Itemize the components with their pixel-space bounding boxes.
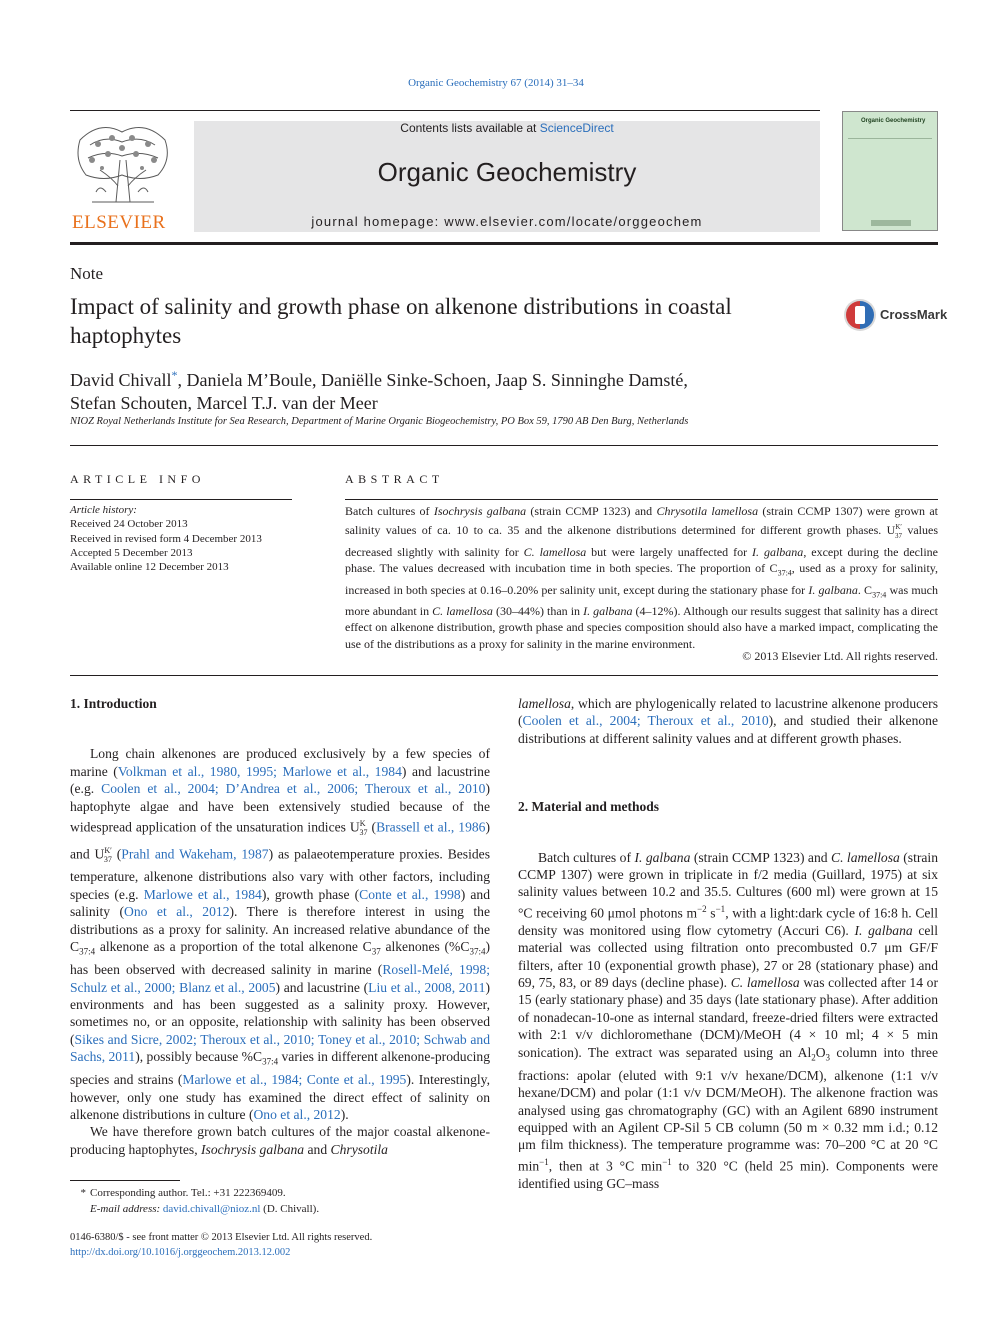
footnote-rule [70, 1180, 180, 1181]
header-top-rule [70, 110, 820, 111]
authors-rest-line1: , Daniela M’Boule, Daniëlle Sinke-Schoen, Jaap S. Sinninghe Damsté, [177, 370, 688, 390]
header-bottom-rule [70, 242, 938, 245]
intro-paragraph-2: We have therefore grown batch cultures of the major coastal alkenone-producing haptophytes, Isochrysis galbana and Chrysotila [70, 1124, 490, 1157]
crossmark-badge[interactable] [843, 298, 948, 334]
history-label: Article history: [70, 504, 137, 516]
doi-link[interactable]: http://dx.doi.org/10.1016/j.orggeochem.2013.12.002 [70, 1246, 291, 1258]
footnote-star: * [80, 1187, 86, 1199]
footnote-email-label: E-mail address: [90, 1202, 163, 1215]
contents-prefix: Contents lists available at [400, 121, 540, 135]
abstract-rule [345, 499, 938, 500]
intro-paragraph-1: Long chain alkenones are produced exclusively by a few species of marine (Volkman et al., 1980, 1995; Marlowe et al., 1984) and lacustrine (e.g. Coolen et al., 2004; D’Andrea et al., 2006; Theroux et al., 2010) haptophyte algae and have been extensively studied because of the widespread application of the unsaturation indices $U^K_{37}$ (Brassell et al., 1986) and $U^{K'}_{37}$ (Prahl and Wakeham, 1987) as palaeotemperature proxies. Besides temperature, alkenone distributions also vary with other factors, including species (e.g. Marlowe et al., 1984), growth phase (Conte et al., 1998) and salinity (Ono et al., 2012). There is therefore interest in using the distributions as a proxy for salinity. An increased relative abundance of the $C_{37:4}$ alkenone as a proportion of the total alkenone $C_{37}$ alkenones $(\%C_{37:4})$ has been observed with decreased salinity in marine (Rosell-Melé, 1998; Schulz et al., 2000; Blanz et al., 2005) and lacustrine (Liu et al., 2008, 2011) environments and has been suggested as a salinity proxy. However, sometimes no, or an opposite, relationship with salinity has been observed (Sikes and Sicre, 2002; Theroux et al., 2010; Toney et al., 2010; Schwab and Sachs, 2011), possibly because $\%C_{37:4}$ varies in different alkenone-producing species and strains (Marlowe et al., 1984; Conte et al., 1995). Interestingly, however, only one study has examined the direct effect of salinity on alkenone distributions in culture (Ono et al., 2012). [70, 746, 491, 1123]
article-info-heading: ARTICLE INFO [70, 472, 205, 486]
homepage-label: journal homepage: [311, 214, 445, 229]
homepage-line [194, 214, 820, 229]
history-revised: Received in revised form 4 December 2013 [70, 532, 262, 545]
elsevier-wordmark: ELSEVIER [72, 212, 166, 233]
cover-title: Organic Geochemistry [861, 118, 926, 124]
right-column [518, 695, 938, 1192]
journal-cover-thumbnail[interactable] [842, 111, 938, 231]
history-received: Received 24 October 2013 [70, 518, 188, 531]
section-gap [518, 747, 938, 798]
footnote-corresponding: Corresponding author. Tel.: +31 222369409. [90, 1187, 286, 1199]
history-accepted: Accepted 5 December 2013 [70, 546, 193, 559]
abstract-text: Batch cultures of Isochrysis galbana (strain CCMP 1323) and Chrysotila lamellosa (strain CCMP 1307) were grown at salinity values of ca. 10 to ca. 35 and the alkenone distributions determined for different growth phases. $U^{K'}_{37}$ values decreased slightly with salinity for C. lamellosa but were largely unaffected for I. galbana, except during the decline phase. The values decreased with incubation time in both species. The proportion of $C_{37:4}$, used as a proxy for salinity, increased in both species at 0.16–0.20% per salinity unit, except during the stationary phase for I. galbana. $C_{37:4}$ was much more abundant in C. lamellosa (30–44%) than in I. galbana (4–12%). Although our results suggest that salinity has a direct effect on alkenone distribution, growth phase and species composition should also have a marked impact, complicating the use of the distributions as a proxy for salinity in the marine environment. [345, 504, 939, 651]
citation-link[interactable]: Ono et al., 2012 [253, 1107, 341, 1123]
journal-reference[interactable]: Organic Geochemistry 67 (2014) 31–34 [408, 77, 584, 89]
abstract-copyright: © 2013 Elsevier Ltd. All rights reserved. [742, 649, 938, 663]
cover-footer-mark [871, 220, 911, 226]
divider [70, 675, 938, 676]
methods-heading: 2. Material and methods [518, 799, 659, 815]
citation-link[interactable]: Sikes and Sicre, 2002; Theroux et al., 2010; Toney et al., 2010; Schwab and Sachs, 2011 [70, 1031, 490, 1065]
crossmark-icon [843, 298, 877, 332]
cover-band [848, 138, 932, 144]
citation-link[interactable]: Coolen et al., 2004; D’Andrea et al., 2006; Theroux et al., 2010 [101, 781, 486, 797]
citation-link[interactable]: Marlowe et al., 1984 [143, 886, 262, 902]
footnote [70, 1186, 319, 1217]
left-column [70, 695, 490, 1158]
article-title: Impact of salinity and growth phase on alkenone distributions in coastal haptophytes [70, 294, 732, 348]
divider [70, 445, 938, 446]
crossmark-label: CrossMark [880, 307, 948, 322]
author-list [70, 364, 830, 415]
footnote-email-name: (D. Chivall). [260, 1202, 320, 1215]
journal-name: Organic Geochemistry [377, 157, 637, 187]
article-history [70, 503, 262, 574]
footnote-email-link[interactable]: david.chivall@nioz.nl [162, 1202, 261, 1215]
sciencedirect-link[interactable]: ScienceDirect [539, 121, 614, 135]
citation-link[interactable]: Conte et al., 1998 [359, 886, 461, 902]
citation-link[interactable]: Ono et al., 2012 [124, 904, 230, 920]
citation-link[interactable]: Brassell et al., 1986 [376, 819, 486, 835]
bottom-metadata [70, 1231, 372, 1260]
corresponding-author-mark[interactable]: * [171, 368, 178, 382]
intro-paragraph-2-cont: lamellosa, which are phylogenically related to lacustrine alkenone producers (Coolen et al., 2004; Theroux et al., 2010), and studied their alkenone distributions at different salinity values and at different growth phases. [518, 696, 939, 746]
issn-line: 0146-6380/$ - see front matter © 2013 Elsevier Ltd. All rights reserved. [70, 1232, 373, 1243]
citation-link[interactable]: Liu et al., 2008, 2011 [368, 979, 486, 995]
citation-link[interactable]: Marlowe et al., 1984; Conte et al., 1995 [182, 1072, 407, 1088]
history-online: Available online 12 December 2013 [70, 561, 229, 574]
citation-link[interactable]: Coolen et al., 2004; Theroux et al., 2010 [522, 713, 769, 729]
citation-link[interactable]: Volkman et al., 1980, 1995; Marlowe et al., 1984 [117, 763, 402, 779]
affiliation: NIOZ Royal Netherlands Institute for Sea Research, Department of Marine Organic Biogeochemistry, PO Box 59, 1790 AB Den Burg, Netherlands [70, 416, 689, 427]
author-chivall[interactable]: David Chivall [70, 370, 172, 390]
intro-heading: 1. Introduction [70, 696, 157, 711]
abstract-heading: ABSTRACT [345, 472, 444, 486]
contents-line [194, 121, 820, 135]
citation-link[interactable]: Rosell-Melé, 1998; Schulz et al., 2000; Blanz et al., 2005 [70, 962, 490, 995]
authors-line2: Stefan Schouten, Marcel T.J. van der Meer [70, 393, 378, 413]
article-type: Note [70, 264, 104, 283]
citation-link[interactable]: Prahl and Wakeham, 1987 [121, 846, 269, 862]
homepage-url[interactable]: www.elsevier.com/locate/orggeochem [444, 214, 703, 229]
article-info-rule [70, 499, 292, 500]
methods-paragraph-1: Batch cultures of I. galbana (strain CCMP 1323) and C. lamellosa (strain CCMP 1307) were grown in triplicate in f/2 media (Guillard, 1975) at six salinity values between 10.2 and 35.5. Cultures (600 ml) were grown at 15 °C receiving 60 μmol photons $m^{-2}$ $s^{-1}$, with a light:dark cycle of 16:8 h. Cell density was monitored using flow cytometry (Accuri C6). I. galbana cell material was collected using filtration onto precombusted 0.7 μm GF/F filters, after 10 (exponential growth phase), 27 or 28 (stationary phase) and 69, 75, 83, or 89 days (decline phase). C. lamellosa was collected after 14 or 15 (early stationary phase) and 35 days (late stationary phase). After addition of nonadecan-10-one as internal standard, freeze-dried filters were extracted with 2:1 v/v dichloromethane (DCM)/MeOH (4 × 10 ml; 4 × 5 min sonication). The extract was separated using an $Al_2O_3$ column into three fractions: apolar (eluted with 9:1 v/v hexane/DCM), alkenone (1:1 v/v hexane/DCM) and polar (1:1 v/v DCM/MeOH). The alkenone fraction was analysed using gas chromatography (GC) with an Agilent 6890 instrument equipped with an Agilent CP-Sil 5 CB column (50 m × 0.32 mm i.d.; 0.12 μm film thickness). The temperature programme was: 70–200 °C at 20 °C $\min^{-1}$, then at 3 °C $\min^{-1}$ to 320 °C (held 25 min). Components were identified using GC–mass [518, 849, 938, 1191]
